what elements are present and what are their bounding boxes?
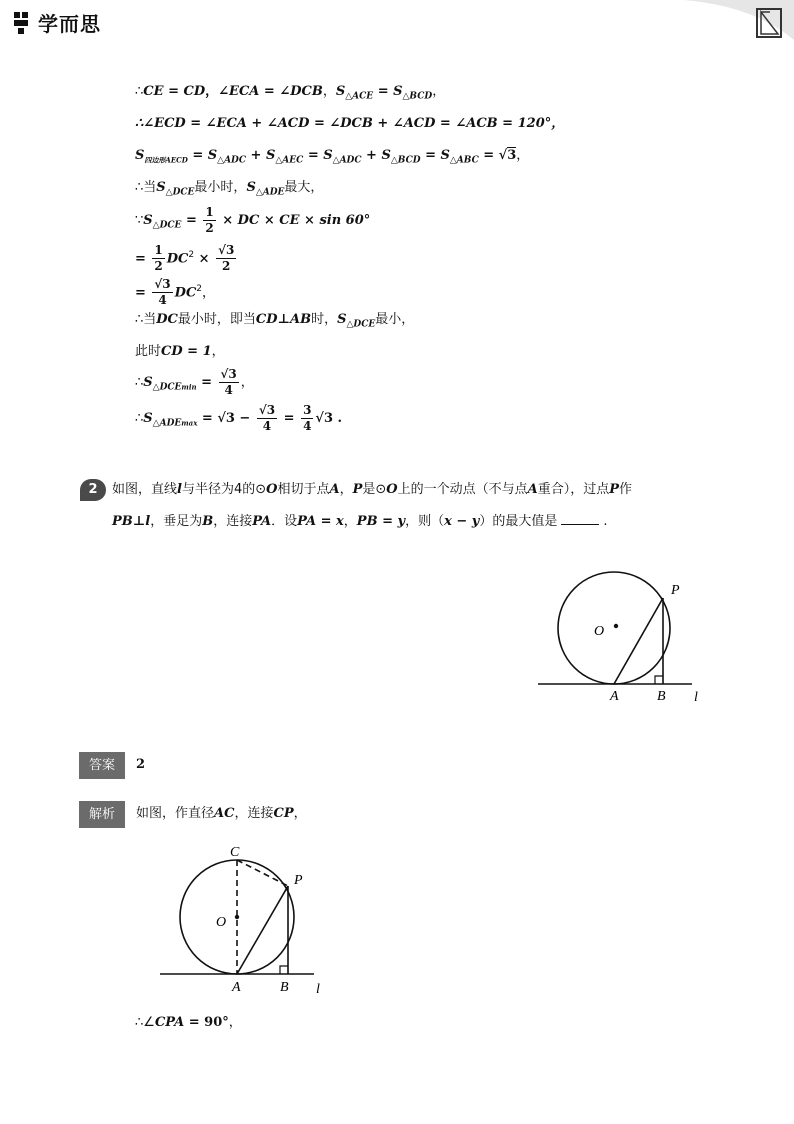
center-dot [235,915,239,919]
analysis-tag: 解析 [79,801,125,828]
question-line-1: 如图，直线l与半径为4的⊙O相切于点A，P是⊙O上的一个动点（不与点A重合），过点P作 [112,482,633,497]
solution-line-11: $\therefore S_{\triangle ADEmax} = √3$ − $\frac{√3}{4}$ = $\frac{3}{4}$ √3 . [135,403,343,433]
logo-text: 学而思 [38,12,101,36]
fraction: $\frac{3}{4}$ [303,403,312,433]
label-l: l [694,690,698,705]
solution-line-9: 此时CD = 1， [135,344,225,359]
solution-line-6: = $\frac{1}{2}$ $DC^2$ × $\frac{√3}{2}$ [135,243,235,274]
label-l: l [316,982,320,997]
analysis-last-line: ∴∠CPA = 90°， [135,1015,242,1030]
label-b: B [657,689,666,704]
circle-o [558,572,670,684]
solution-line-7: = $\frac{√3}{4}$ $DC^2$， [135,277,216,308]
label-a: A [610,689,619,704]
label-c: C [230,845,240,860]
logo-icon [14,12,34,34]
solution-line-1: ∴CE = CD，∠ECA = ∠DCB，$S_{\triangle ACE} = S_{\triangle BCD}$， [135,84,446,102]
figure-2-diameter-ac [150,838,340,998]
solution-line-10: $\therefore S_{\triangle DCEmin}$ = $\frac{√3}{4}$ ， [135,367,254,397]
fraction: $\frac{√3}{2}$ [218,243,235,274]
solution-line-3: $S_{四边形AECD} = S_{\triangle ADC} + S_{\triangle AEC} = S_{\triangle ADC} + S_{\triangle BCD} = S_{\triangle ABC} = √3$， [135,148,530,166]
fraction: $\frac{1}{2}$ [154,243,163,274]
solution-line-2: ∴∠ECD = ∠ECA + ∠ACD = ∠DCB + ∠ACD = ∠ACB = 120°， [135,116,565,131]
segment-pa [237,886,288,974]
label-o: O [594,624,605,639]
figure-1-circle-tangent [530,560,720,710]
answer-blank [561,524,599,525]
center-dot [614,624,618,628]
label-p: P [671,583,680,598]
analysis-text: 如图，作直径AC，连接CP， [136,806,307,821]
label-o: O [216,915,227,930]
answer-tag: 答案 [79,752,125,779]
question-number-badge: 2 [80,479,106,501]
label-a: A [232,980,241,995]
answer-value: 2 [136,757,146,772]
fraction: $\frac{√3}{4}$ [220,367,237,397]
fraction: $\frac{1}{2}$ [205,205,214,235]
ruler-icon [756,8,782,38]
fraction: $\frac{√3}{4}$ [154,277,171,308]
question-line-2: PB⊥l，垂足为B，连接PA．设PA = x，PB = y，则（x − y）的最大值是 . [112,514,608,529]
label-b: B [280,980,289,995]
solution-line-4: ∴当$S_{\triangle DCE}$最小时，$S_{\triangle ADE}$最大， [135,180,324,198]
segment-cp [237,860,288,886]
segment-pa [614,598,663,684]
fraction: $\frac{√3}{4}$ [258,403,276,433]
right-angle-mark [280,966,288,974]
label-p: P [294,873,303,888]
header-logo [14,8,101,37]
solution-line-5: $\because S_{\triangle DCE}$ = $\frac{1}{2}$ × DC × CE × sin 60° [135,205,371,235]
solution-line-8: ∴当DC最小时，即当CD⊥AB时，$S_{\triangle DCE}$最小， [135,312,415,330]
right-angle-mark [655,676,663,684]
